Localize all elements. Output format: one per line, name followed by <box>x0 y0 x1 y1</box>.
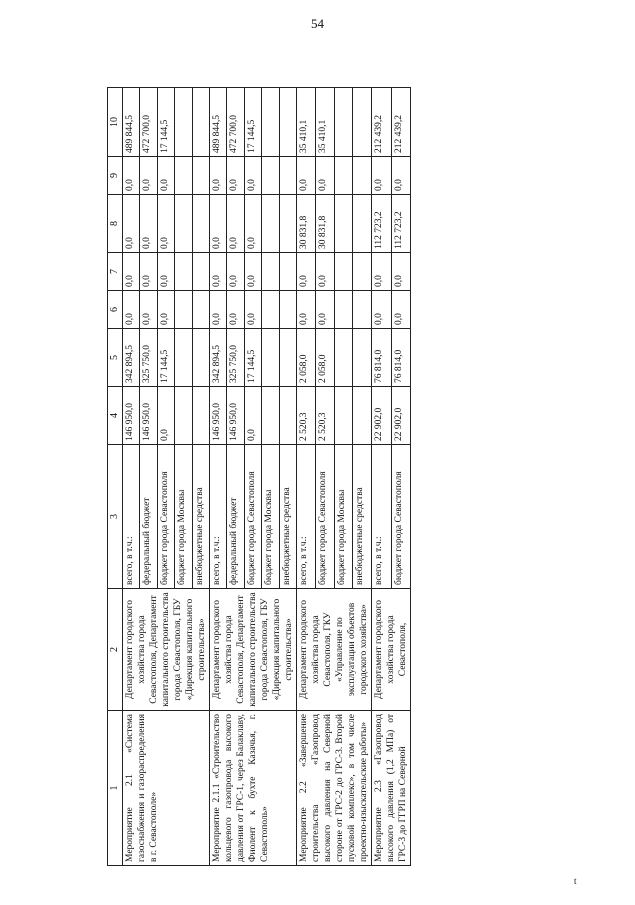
value-cell: 112 723,2 <box>391 195 411 253</box>
value-cell: 0,0 <box>140 253 157 291</box>
executor-cell: Департамент городского хозяйства города Севастополя, Департамент капитального строительства города Севастополя, ГБУ «Дирекция капитального строительства» <box>123 589 210 711</box>
source-cell: всего, в т.ч.: <box>372 445 392 589</box>
value-cell: 0,0 <box>391 157 411 195</box>
col-header: 3 <box>108 445 123 589</box>
value-cell <box>192 329 209 387</box>
measure-cell: Мероприятие 2.1 «Система газоснабжения и газораспределения в г. Севастополе» <box>123 711 210 866</box>
value-cell <box>334 387 353 445</box>
page-number: 54 <box>311 16 324 31</box>
value-cell: 0,0 <box>140 157 157 195</box>
header-row <box>108 88 123 866</box>
value-cell: 0,0 <box>315 291 334 329</box>
value-cell: 342 894,5 <box>210 329 227 387</box>
value-cell: 0,0 <box>391 253 411 291</box>
value-cell <box>175 157 192 195</box>
value-cell <box>262 253 279 291</box>
value-cell: 0,0 <box>297 157 316 195</box>
executor-cell: Департамент городского хозяйства города Севастополя, <box>372 589 411 711</box>
value-cell <box>262 195 279 253</box>
value-cell <box>353 88 372 157</box>
col-header: 5 <box>108 329 123 387</box>
value-cell <box>353 291 372 329</box>
source-cell: бюджет города Москвы <box>262 445 279 589</box>
value-cell: 35 410,1 <box>297 88 316 157</box>
value-cell: 112 723,2 <box>372 195 392 253</box>
value-cell <box>279 253 296 291</box>
value-cell: 35 410,1 <box>315 88 334 157</box>
value-cell <box>175 387 192 445</box>
value-cell <box>192 157 209 195</box>
source-cell: федеральный бюджет <box>140 445 157 589</box>
value-cell: 0,0 <box>123 195 140 253</box>
value-cell <box>192 88 209 157</box>
source-cell: всего, в т.ч.: <box>210 445 227 589</box>
value-cell <box>334 329 353 387</box>
source-cell: бюджет города Севастополя <box>391 445 411 589</box>
value-cell: 0,0 <box>123 253 140 291</box>
value-cell: 0,0 <box>210 157 227 195</box>
value-cell <box>279 88 296 157</box>
source-cell: бюджет города Севастополя <box>315 445 334 589</box>
source-cell: всего, в т.ч.: <box>123 445 140 589</box>
source-cell: бюджет города Москвы <box>334 445 353 589</box>
value-cell: 472 700,0 <box>227 88 244 157</box>
col-header: 7 <box>108 253 123 291</box>
value-cell <box>175 291 192 329</box>
value-cell: 489 844,5 <box>123 88 140 157</box>
table-row <box>210 88 227 866</box>
value-cell: 2 058,0 <box>315 329 334 387</box>
value-cell <box>334 195 353 253</box>
value-cell: 0,0 <box>123 157 140 195</box>
value-cell <box>192 291 209 329</box>
value-cell: 489 844,5 <box>210 88 227 157</box>
value-cell: 472 700,0 <box>140 88 157 157</box>
value-cell <box>192 387 209 445</box>
value-cell <box>353 157 372 195</box>
measure-cell: Мероприятие 2.2 «Завершение строительства «Газопровод высокого давления на Северной стороне от ГРС-2 до ГРС-3. Второй пусковой комплекс», в том числе проектно-изыскательские работы» <box>297 711 372 866</box>
col-header: 10 <box>108 88 123 157</box>
value-cell: 76 814,0 <box>372 329 392 387</box>
value-cell: 0,0 <box>297 253 316 291</box>
value-cell: 17 144,5 <box>244 329 261 387</box>
measure-cell: Мероприятие 2.1.1 «Строительство кольцевого газопровода высокого давления от ГРС-1, через Балаклаву, Фиолент к бухте Казачья, г. Севастополь» <box>210 711 297 866</box>
col-header: 4 <box>108 387 123 445</box>
value-cell <box>192 195 209 253</box>
value-cell: 0,0 <box>372 253 392 291</box>
value-cell: 146 950,0 <box>210 387 227 445</box>
value-cell: 0,0 <box>244 195 261 253</box>
value-cell <box>353 253 372 291</box>
value-cell: 22 902,0 <box>372 387 392 445</box>
value-cell: 0,0 <box>244 291 261 329</box>
value-cell: 0,0 <box>140 291 157 329</box>
value-cell: 0,0 <box>391 291 411 329</box>
value-cell: 0,0 <box>210 291 227 329</box>
source-cell: бюджет города Москвы <box>175 445 192 589</box>
value-cell: 212 439,2 <box>391 88 411 157</box>
value-cell <box>175 195 192 253</box>
source-cell: бюджет города Севастополя <box>244 445 261 589</box>
source-cell: федеральный бюджет <box>227 445 244 589</box>
value-cell: 0,0 <box>227 157 244 195</box>
table-body <box>123 88 411 866</box>
value-cell <box>279 195 296 253</box>
value-cell: 30 831,8 <box>297 195 316 253</box>
col-header: 8 <box>108 195 123 253</box>
value-cell <box>353 387 372 445</box>
value-cell: 0,0 <box>210 195 227 253</box>
value-cell <box>262 329 279 387</box>
col-header: 9 <box>108 157 123 195</box>
value-cell: 17 144,5 <box>244 88 261 157</box>
measure-cell: Мероприятие 2.3 «Газопровод высокого давления (1,2 МПа) от ГРС-3 до ГГРП на Северной <box>372 711 411 866</box>
value-cell <box>334 88 353 157</box>
value-cell <box>262 88 279 157</box>
value-cell <box>262 157 279 195</box>
source-cell: всего, в т.ч.: <box>297 445 316 589</box>
value-cell <box>353 195 372 253</box>
footer-mark: t <box>574 876 577 886</box>
value-cell: 2 058,0 <box>297 329 316 387</box>
value-cell <box>175 253 192 291</box>
value-cell: 0,0 <box>157 387 174 445</box>
value-cell: 146 950,0 <box>140 387 157 445</box>
source-cell: бюджет города Севастополя <box>157 445 174 589</box>
rotated-table-container <box>107 88 587 866</box>
value-cell: 0,0 <box>227 195 244 253</box>
value-cell: 2 520,3 <box>315 387 334 445</box>
source-cell: внебюджетные средства <box>353 445 372 589</box>
value-cell: 0,0 <box>297 291 316 329</box>
value-cell <box>262 291 279 329</box>
value-cell <box>192 253 209 291</box>
value-cell <box>279 329 296 387</box>
col-header: 1 <box>108 711 123 866</box>
value-cell: 0,0 <box>157 253 174 291</box>
value-cell: 0,0 <box>244 387 261 445</box>
value-cell: 325 750,0 <box>227 329 244 387</box>
value-cell <box>334 157 353 195</box>
executor-cell: Департамент городского хозяйства города Севастополя, ГКУ «Управление по эксплуатации объектов городского хозяйства» <box>297 589 372 711</box>
value-cell: 0,0 <box>123 291 140 329</box>
value-cell: 146 950,0 <box>123 387 140 445</box>
value-cell: 22 902,0 <box>391 387 411 445</box>
source-cell: внебюджетные средства <box>192 445 209 589</box>
value-cell: 0,0 <box>140 195 157 253</box>
value-cell: 0,0 <box>157 291 174 329</box>
value-cell <box>262 387 279 445</box>
value-cell <box>334 253 353 291</box>
funding-table <box>107 87 411 866</box>
value-cell <box>279 387 296 445</box>
value-cell: 212 439,2 <box>372 88 392 157</box>
source-cell: внебюджетные средства <box>279 445 296 589</box>
value-cell: 0,0 <box>244 253 261 291</box>
col-header: 6 <box>108 291 123 329</box>
value-cell <box>334 291 353 329</box>
value-cell: 342 894,5 <box>123 329 140 387</box>
value-cell: 0,0 <box>315 253 334 291</box>
value-cell: 0,0 <box>244 157 261 195</box>
value-cell: 0,0 <box>372 291 392 329</box>
value-cell: 146 950,0 <box>227 387 244 445</box>
value-cell <box>175 329 192 387</box>
value-cell: 0,0 <box>372 157 392 195</box>
value-cell: 0,0 <box>227 291 244 329</box>
value-cell: 17 144,5 <box>157 88 174 157</box>
value-cell: 0,0 <box>157 157 174 195</box>
value-cell: 325 750,0 <box>140 329 157 387</box>
table-row <box>297 88 316 866</box>
value-cell <box>353 329 372 387</box>
value-cell <box>175 88 192 157</box>
value-cell: 2 520,3 <box>297 387 316 445</box>
executor-cell: Департамент городского хозяйства города Севастополя, Департамент капитального строительства города Севастополя, ГБУ «Дирекция капитального строительства» <box>210 589 297 711</box>
table-row <box>372 88 392 866</box>
value-cell <box>279 291 296 329</box>
value-cell: 0,0 <box>227 253 244 291</box>
value-cell: 0,0 <box>157 195 174 253</box>
value-cell: 0,0 <box>315 157 334 195</box>
value-cell: 30 831,8 <box>315 195 334 253</box>
value-cell: 17 144,5 <box>157 329 174 387</box>
table-row <box>123 88 140 866</box>
col-header: 2 <box>108 589 123 711</box>
value-cell <box>279 157 296 195</box>
value-cell: 0,0 <box>210 253 227 291</box>
value-cell: 76 814,0 <box>391 329 411 387</box>
